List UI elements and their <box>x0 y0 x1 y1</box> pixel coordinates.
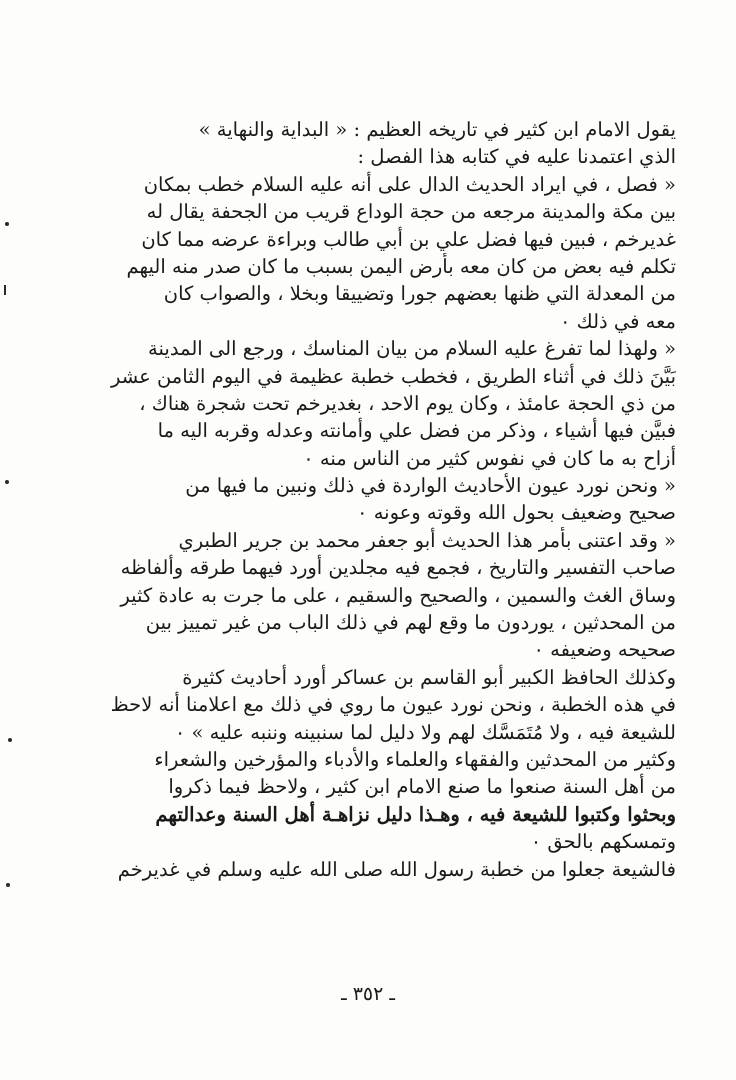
text-line: « وقد اعتنى بأمر هذا الحديث أبو جعفر محمد بن جرير الطبري <box>178 528 676 552</box>
text-line: فالشيعة جعلوا من خطبة رسول الله صلى الله عليه وسلم في غديرخم <box>117 857 676 881</box>
text-line: صاحب التفسير والتاريخ ، فجمع فيه مجلدين أورد فيهما طرقه وألفاظه <box>120 556 676 580</box>
text-line: من المحدثين ، يوردون ما وقع لهم في ذلك الباب من غير تمييز بين <box>145 611 676 635</box>
text-line: من ذي الحجة عامئذ ، وكان يوم الاحد ، بغديرخم تحت شجرة هناك ، <box>139 391 676 415</box>
text-line: بين مكة والمدينة مرجعه من حجة الوداع قريب من الجحفة يقال له <box>146 200 676 224</box>
text-line: للشيعة فيه ، ولا مُتَمَسَّك لهم ولا دليل لما سنبينه وننبه عليه » ٠ <box>174 720 676 744</box>
text-line: معه في ذلك ٠ <box>559 309 676 333</box>
text-line: وساق الغث والسمين ، والصحيح والسقيم ، على ما جرت به عادة كثير <box>120 583 676 607</box>
text-line: من أهل السنة صنعوا ما صنع الامام ابن كثير ، ولاحظ فيما ذكروا <box>168 775 676 799</box>
body-text <box>46 116 676 883</box>
text-line: غديرخم ، فبين فيها فضل علي بن أبي طالب وبراءة عرضه مما كان <box>141 227 676 251</box>
margin-dot <box>6 883 10 887</box>
text-line: في هذه الخطبة ، ونحن نورد عيون ما روي في ذلك مع اعلامنا أنه لاحظ <box>110 693 676 717</box>
bold-text-line: وبحثوا وكتبوا للشيعة فيه ، وهـذا دليل نزاهـة أهل السنة وعدالتهم <box>155 802 676 826</box>
text-line: « ونحن نورد عيون الأحاديث الواردة في ذلك ونبين ما فيها من <box>185 474 676 498</box>
margin-tick <box>4 285 6 295</box>
text-line: فبيَّن فيها أشياء ، وذكر من فضل علي وأمانته وعدله وقربه اليه ما <box>157 419 676 443</box>
text-line: أزاح به ما كان في نفوس كثير من الناس منه ٠ <box>303 446 676 470</box>
text-line: يقول الامام ابن كثير في تاريخه العظيم : « البداية والنهاية » <box>198 118 676 141</box>
text-line: وكذلك الحافظ الكبير أبو القاسم بن عساكر أورد أحاديث كثيرة <box>182 665 676 689</box>
text-line: صحيح وضعيف بحول الله وقوته وعونه ٠ <box>357 501 676 525</box>
text-line: « ولهذا لما تفرغ عليه السلام من بيان المناسك ، ورجع الى المدينة <box>148 337 676 361</box>
page-number: ـ ٣٥٢ ـ <box>341 983 395 1005</box>
text-line: الذي اعتمدنا عليه في كتابه هذا الفصل : <box>357 145 676 169</box>
margin-dot <box>8 738 12 742</box>
text-line: وتمسكهم بالحق ٠ <box>530 830 676 854</box>
text-line: من المعدلة التي ظنها بعضهم جورا وتضييقا وبخلا ، والصواب كان <box>163 282 676 306</box>
margin-dot <box>5 222 9 226</box>
text-line: « فصل ، في ايراد الحديث الدال على أنه عليه السلام خطب بمكان <box>143 172 676 196</box>
text-line: صحيحه وضعيفه ٠ <box>533 638 676 662</box>
margin-dot <box>5 480 9 484</box>
text-line: وكثير من المحدثين والفقهاء والعلماء والأدباء والمؤرخين والشعراء <box>154 747 676 771</box>
text-line: بَيَّنَ ذلك في أثناء الطريق ، فخطب خطبة عظيمة في اليوم الثامن عشر <box>110 364 676 388</box>
text-line: تكلم فيه بعض من كان معه بأرض اليمن بسبب ما كان صدر منه اليهم <box>126 254 676 278</box>
